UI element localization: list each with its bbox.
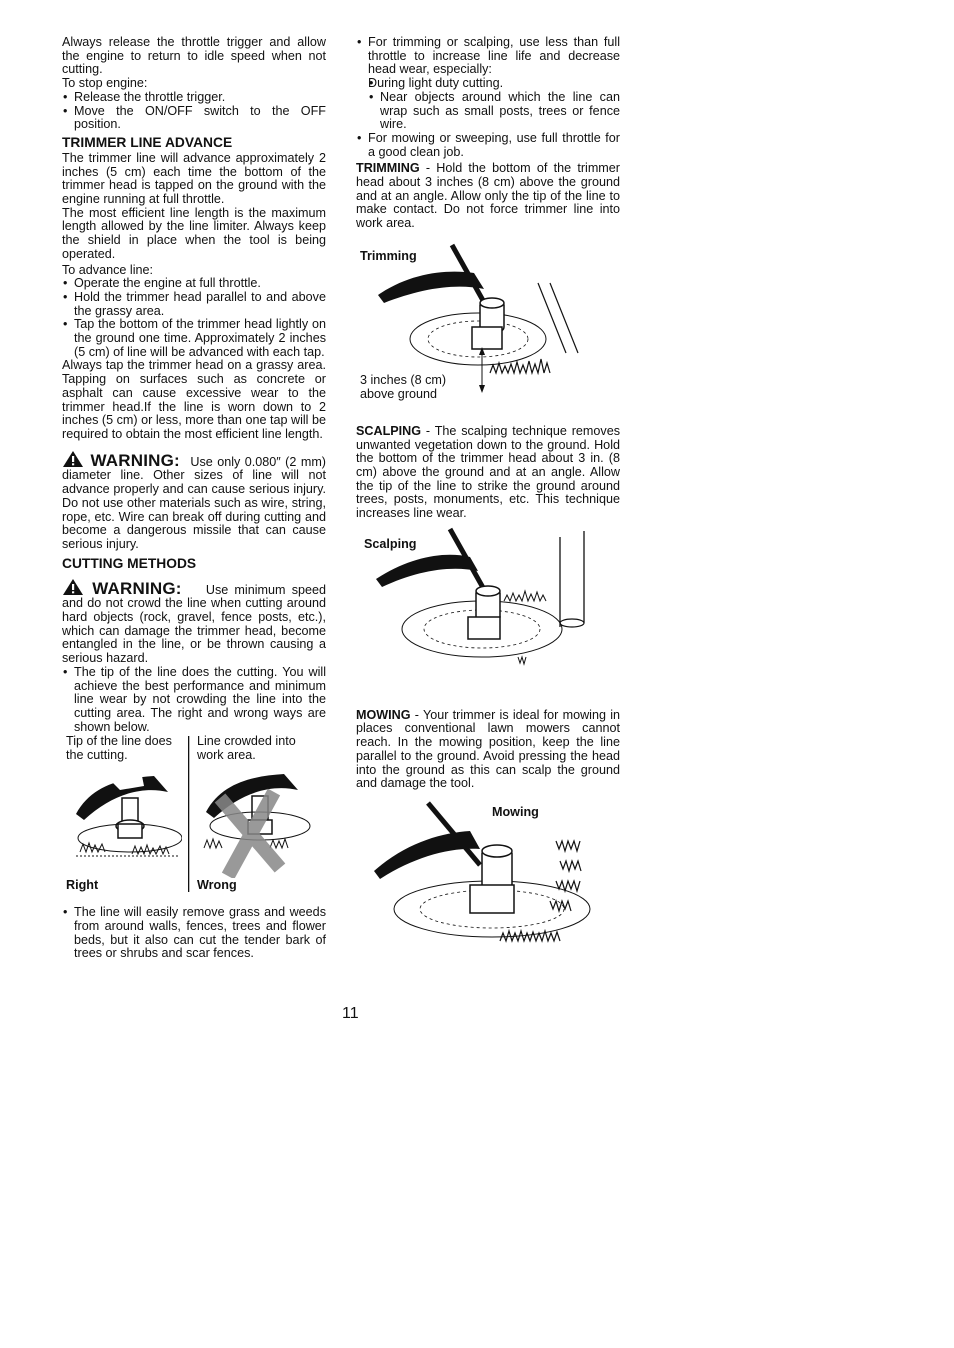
divider-line — [188, 736, 190, 892]
list-item: • Tap the bottom of the trimmer head lightly on the ground one time. Approximately 2 inches (5 cm) of line will be advanced with each tap. — [62, 318, 326, 359]
warning-line-size — [62, 450, 326, 552]
remove-grass-list — [62, 906, 326, 961]
throttle-list — [356, 36, 620, 159]
warning-label: WARNING: — [92, 578, 182, 598]
trimming-height-note: 3 inches (8 cm) above ground — [360, 372, 447, 401]
cutting-methods-list — [62, 666, 326, 735]
figure-trimming — [356, 237, 620, 417]
paragraph-line-advance: The trimmer line will advance approximately 2 inches (5 cm) each time the bottom of the trimmer head is tapped on the ground with the engine running at full throttle. — [62, 150, 326, 207]
scalping-text: - The scalping technique removes unwanted vegetation down to the ground. Hold the bottom of the trimmer head about 3 in. (8 cm) above the ground and at an angle. Allow the tip of the line to strike the ground around trees, posts, monuments, etc. This technique increases line wear. — [356, 423, 620, 521]
paragraph-line-length: The most efficient line length is the maximum length allowed by the line limiter. Always keep the shield in place when the tool is being operated. — [62, 205, 326, 261]
sub-list — [368, 77, 620, 132]
warning-icon — [62, 583, 92, 597]
trimming-text: - Hold the bottom of the trimmer head about 3 inches (8 cm) above the ground and at an angle. Allow only the tip of the line to make contact. Do not force trimmer line into work area. — [356, 161, 620, 231]
left-column — [62, 36, 326, 961]
list-item: • Move the ON/OFF switch to the OFF position. — [62, 105, 326, 132]
paragraph-release-throttle: Always release the throttle trigger and allow the engine to return to idle speed when not cutting. — [62, 35, 326, 77]
paragraph-mowing — [356, 709, 620, 791]
paragraph-to-advance: To advance line: — [62, 262, 154, 277]
trimmer-right-illustration — [72, 772, 182, 872]
list-item: • The tip of the line does the cutting. You will achieve the best performance and minimum line wear by not crowding the line into the cutting area. The right and wrong ways are shown below. — [62, 666, 326, 735]
page-number: 11 — [342, 1005, 359, 1022]
heading-trimmer-line-advance: TRIMMER LINE ADVANCE — [62, 134, 233, 150]
figure-mowing — [356, 797, 620, 957]
warning-label: WARNING: — [90, 450, 180, 470]
heading-cutting-methods: CUTTING METHODS — [62, 555, 197, 571]
stop-engine-list — [62, 91, 326, 132]
list-item: • Operate the engine at full throttle. — [62, 277, 326, 291]
right-column — [356, 36, 620, 957]
paragraph-trimming — [356, 162, 620, 231]
warning-text: Use minimum speed and do not crowd the line when cutting around hard objects (rock, gravel, fence posts, etc.), which can damage the trimmer head, become entangled in the line, or be thrown causing a serious hazard. — [62, 582, 327, 666]
label-scalping: Scalping — [364, 536, 417, 551]
caption-right: Tip of the line does the cutting. — [66, 734, 172, 763]
label-mowing: Mowing — [492, 804, 539, 819]
list-item-text: For trimming or scalping, use less than full throttle to increase line life and decrease head wear, especially: — [368, 35, 620, 77]
advance-line-list — [62, 277, 326, 359]
list-item: • The line will easily remove grass and weeds from around walls, fences, trees and flower beds, but it also can cut the tender bark of trees or shrubs and scar fences. — [62, 906, 326, 961]
mowing-illustration — [370, 801, 610, 957]
trimmer-wrong-illustration — [200, 768, 318, 878]
scalping-lead: SCALPING — [356, 423, 422, 438]
paragraph-tap-grassy: Always tap the trimmer head on a grassy area. Tapping on surfaces such as concrete or asphalt can cause excessive wear to the trimmer head.If the line is worn down to 2 inches (5 cm) or less, more than one tap will be required to obtain the most efficient line length. — [62, 358, 326, 441]
paragraph-scalping — [356, 425, 620, 521]
warning-minimum-speed — [62, 578, 326, 666]
mowing-text: - Your trimmer is ideal for mowing in places conventional lawn mowers cannot reach. In the mowing position, keep the line parallel to the ground. Avoid pressing the head into the ground as this can scalp the ground and damage the tool. — [356, 707, 620, 791]
caption-wrong: Line crowded into work area. — [197, 734, 296, 763]
list-item: • Release the throttle trigger. — [62, 91, 326, 105]
list-item: • For mowing or sweeping, use full throttle for a good clean job. — [356, 132, 620, 159]
scalping-illustration — [370, 527, 620, 697]
paragraph-stop-engine: To stop engine: — [62, 76, 148, 91]
warning-icon — [62, 455, 90, 469]
mowing-lead: MOWING — [356, 707, 411, 722]
figure-scalping — [356, 527, 620, 703]
trimming-lead: TRIMMING — [356, 161, 420, 176]
list-item: • Hold the trimmer head parallel to and above the grassy area. — [62, 291, 326, 318]
figure-right-wrong — [62, 734, 326, 894]
warning-text: Use only 0.080″ (2 mm) diameter line. Other sizes of line will not advance properly and can cause serious injury. Do not use other materials such as wire, string, rope, etc. Wire can break off during cutting and become a dangerous missile that can cause serious injury. — [62, 454, 326, 551]
label-trimming: Trimming — [360, 248, 417, 263]
label-right: Right — [66, 878, 99, 893]
label-wrong: Wrong — [197, 878, 237, 893]
sub-list-item: • Near objects around which the line can wrap such as small posts, trees or fence wire. — [368, 91, 620, 132]
list-item — [356, 36, 620, 132]
sub-list-item: • During light duty cutting. — [368, 77, 620, 91]
